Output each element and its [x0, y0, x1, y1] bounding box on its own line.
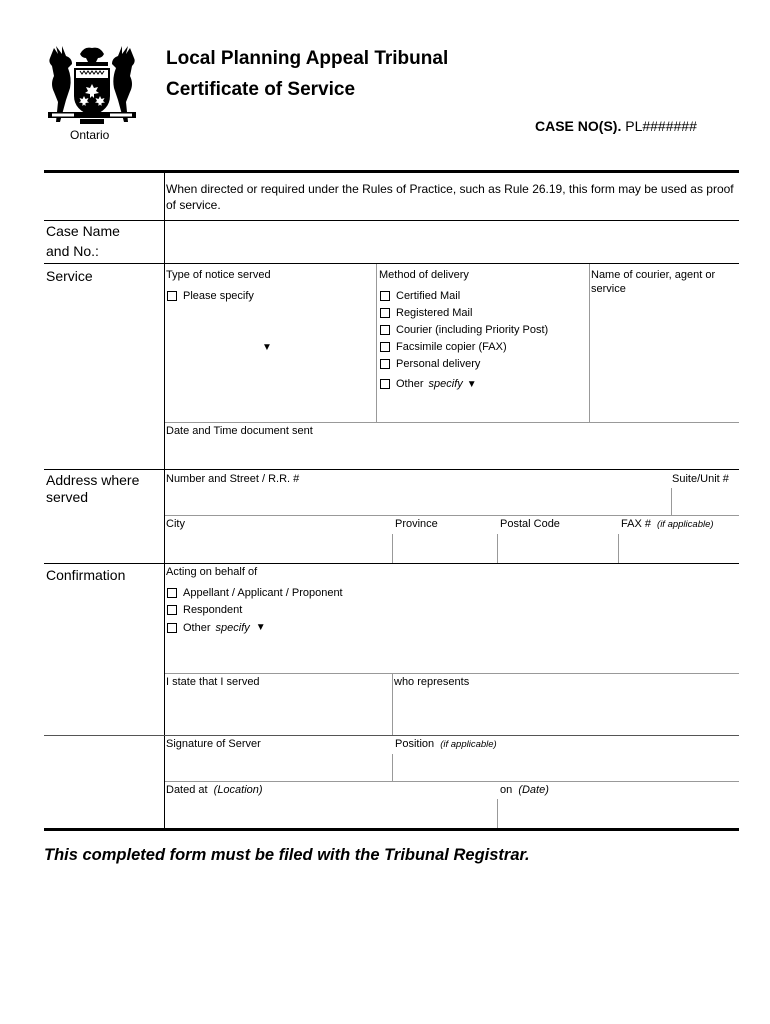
method-label: Facsimile copier (FAX) [396, 341, 507, 353]
intro-text: When directed or required under the Rules of Practice, such as Rule 26.19, this form may be used as proof of service. [166, 182, 734, 212]
party-respondent-checkbox[interactable] [167, 603, 242, 617]
case-name-label: Case Name [46, 223, 120, 239]
postal-code-label: Postal Code [500, 518, 560, 530]
case-name-field[interactable] [165, 221, 738, 263]
party-other-checkbox[interactable] [167, 621, 266, 635]
method-fax[interactable] [380, 340, 507, 354]
checkbox-icon [380, 308, 390, 318]
party-label: Appellant / Applicant / Proponent [183, 587, 343, 599]
method-label: Registered Mail [396, 307, 473, 319]
case-name-label-2: and No.: [46, 243, 99, 259]
service-divider-2 [589, 264, 590, 422]
fax-note: (if applicable) [657, 519, 714, 530]
service-label: Service [46, 268, 93, 284]
fax-label-text: FAX # [621, 518, 651, 530]
province-field[interactable] [393, 532, 496, 562]
position-note: (if applicable) [440, 739, 497, 750]
please-specify-checkbox[interactable] [167, 289, 254, 303]
method-label: Other [396, 377, 424, 390]
method-label: Certified Mail [396, 290, 461, 302]
checkbox-icon [167, 623, 177, 633]
method-other[interactable] [380, 375, 477, 392]
other-specify-label: specify [215, 622, 250, 634]
date-time-field[interactable] [165, 438, 738, 468]
form-title: Local Planning Appeal Tribunal [166, 48, 449, 69]
checkbox-icon [380, 379, 390, 389]
please-specify-label: Please specify [183, 290, 254, 302]
logo-text: Ontario [70, 128, 110, 142]
other-specify-label: specify [428, 377, 463, 390]
case-number-label: CASE NO(S). [535, 118, 622, 134]
position-label-text: Position [395, 738, 435, 750]
on-text: on [500, 784, 513, 796]
date-field[interactable] [498, 798, 738, 828]
served-field[interactable] [165, 690, 391, 734]
date-note: (Date) [518, 784, 549, 796]
checkbox-icon [167, 588, 177, 598]
province-label: Province [395, 518, 438, 530]
dropdown-arrow-icon[interactable]: ▼ [466, 379, 477, 390]
type-of-notice-label: Type of notice served [166, 269, 271, 281]
method-registered-mail[interactable] [380, 306, 472, 320]
signature-label: Signature of Server [166, 738, 261, 750]
method-label: Personal delivery [396, 358, 481, 370]
top-rule [44, 170, 739, 173]
service-top-rule [44, 263, 739, 264]
checkbox-icon [380, 342, 390, 352]
party-label: Other [183, 622, 211, 634]
method-label: Courier (including Priority Post) [396, 324, 549, 336]
party-appellant-checkbox[interactable] [167, 586, 343, 600]
checkbox-icon [380, 359, 390, 369]
method-courier[interactable] [380, 323, 548, 337]
fax-label [621, 517, 714, 532]
checkbox-icon [380, 291, 390, 301]
date-time-rule [165, 422, 739, 423]
address-label: Address where [46, 472, 140, 488]
acting-on-behalf-label: Acting on behalf of [166, 566, 258, 578]
city-rule [165, 515, 739, 516]
checkbox-icon [167, 291, 177, 301]
method-of-delivery-label: Method of delivery [379, 269, 469, 281]
fax-field[interactable] [619, 532, 738, 562]
on-date-label [500, 783, 549, 797]
dated-at-text: Dated at [166, 784, 208, 796]
signature-top-rule [44, 735, 739, 736]
who-represents-label: who represents [394, 676, 470, 688]
dropdown-arrow-icon[interactable]: ▼ [255, 622, 266, 633]
address-top-rule [44, 469, 739, 470]
method-personal-delivery[interactable] [380, 357, 480, 371]
postal-code-field[interactable] [498, 532, 617, 562]
footer-note: This completed form must be filed with the Tribunal Registrar. [44, 846, 530, 864]
dropdown-arrow-icon[interactable]: ▼ [262, 342, 272, 353]
street-field[interactable] [165, 486, 670, 514]
service-divider-1 [376, 264, 377, 422]
bottom-rule [44, 828, 739, 831]
address-label-2: served [46, 489, 89, 505]
i-state-served-label: I state that I served [166, 676, 260, 688]
checkbox-icon [167, 605, 177, 615]
courier-label: Name of courier, agent or service [591, 269, 716, 295]
city-field[interactable] [165, 532, 391, 562]
dated-rule [165, 781, 739, 782]
ontario-crest-logo [44, 42, 140, 142]
signature-field[interactable] [165, 752, 391, 780]
position-field[interactable] [393, 752, 738, 780]
case-number-value: PL####### [625, 118, 697, 134]
served-rule [165, 673, 739, 674]
date-time-label: Date and Time document sent [166, 425, 313, 437]
party-label: Respondent [183, 604, 243, 616]
street-label: Number and Street / R.R. # [166, 473, 300, 485]
case-number [535, 118, 697, 134]
confirmation-label: Confirmation [46, 567, 126, 583]
dated-at-label [166, 783, 263, 797]
represents-field[interactable] [393, 690, 738, 734]
location-field[interactable] [165, 798, 496, 828]
suite-label: Suite/Unit # [672, 473, 729, 485]
position-label [395, 737, 497, 752]
form-subtitle: Certificate of Service [166, 79, 356, 100]
city-label: City [166, 518, 185, 530]
checkbox-icon [380, 325, 390, 335]
method-certified-mail[interactable] [380, 289, 460, 303]
confirmation-top-rule [44, 563, 739, 564]
location-note: (Location) [213, 784, 263, 796]
suite-field[interactable] [672, 486, 738, 514]
